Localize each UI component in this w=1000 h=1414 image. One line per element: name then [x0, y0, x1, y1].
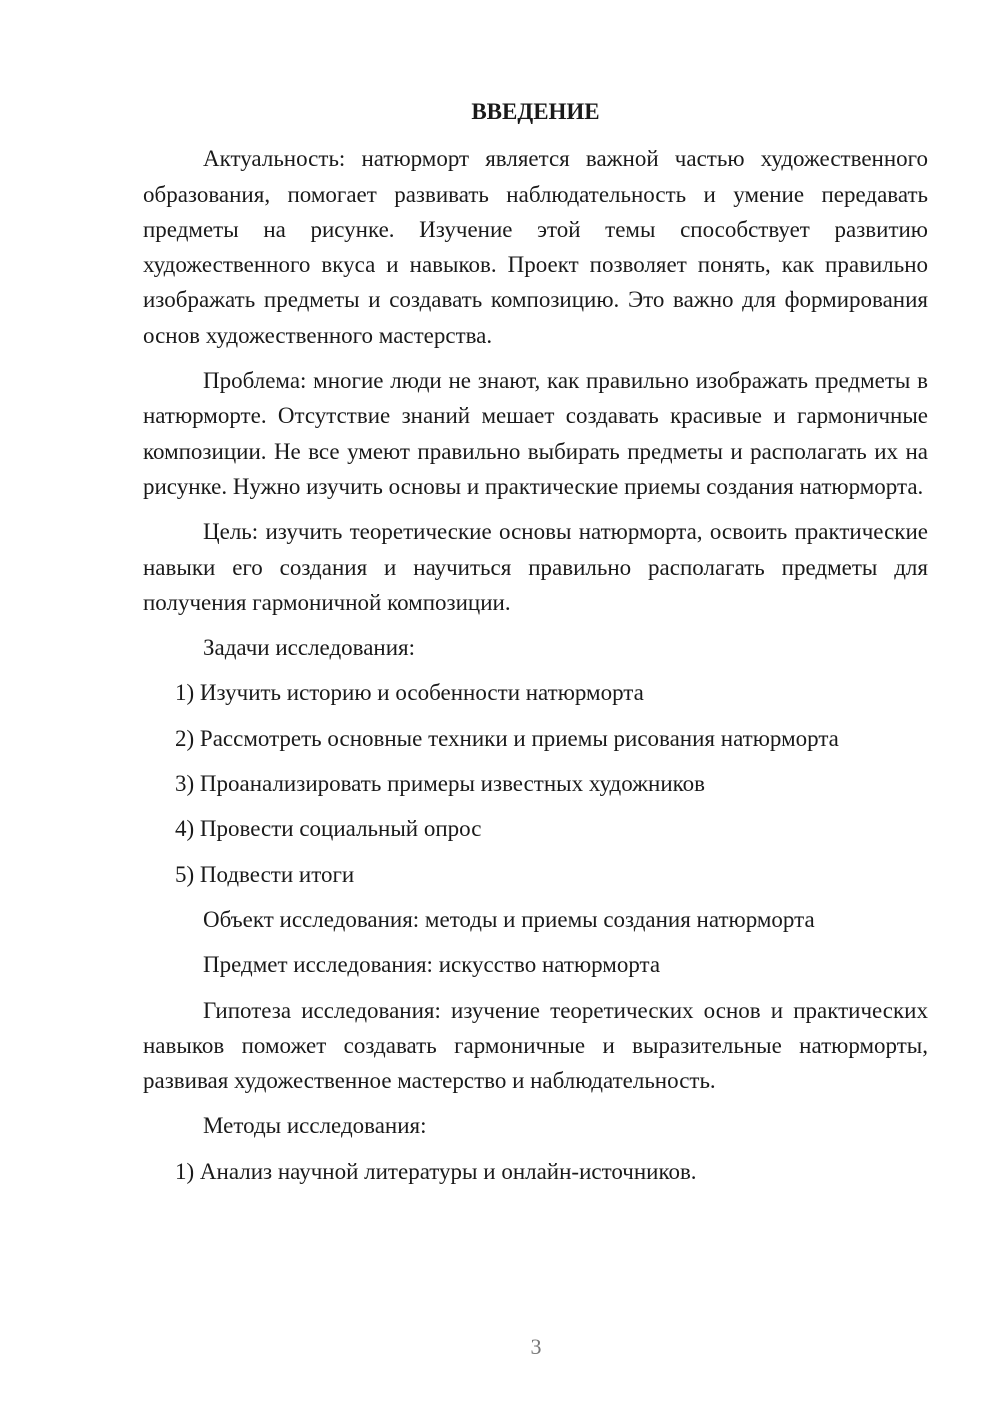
goal-paragraph: Цель: изучить теоретические основы натюрморта, освоить практические навыки его создания и научиться правильно располагать предметы для получения гармоничной композиции. [143, 519, 928, 615]
method-item: 1) Анализ научной литературы и онлайн-источников. [175, 1158, 697, 1184]
research-subject: Предмет исследования: искусство натюрморта [203, 952, 661, 978]
hypothesis-paragraph: Гипотеза исследования: изучение теоретических основ и практических навыков поможет создавать гармоничные и выразительные натюрморты, развивая художественное мастерство и наблюдательность. [143, 997, 928, 1094]
methods-list [143, 1154, 928, 1189]
research-object: Объект исследования: методы и приемы создания натюрморта [203, 906, 815, 932]
tasks-heading: Задачи исследования: [203, 635, 416, 661]
tasks-list [143, 675, 928, 891]
task-item: 1) Изучить историю и особенности натюрморта [175, 680, 644, 706]
page-number: 3 [530, 1334, 542, 1359]
document-body [143, 94, 928, 1199]
methods-heading: Методы исследования: [203, 1113, 427, 1139]
problem-paragraph: Проблема: многие люди не знают, как правильно изображать предметы в натюрморте. Отсутствие знаний мешает создавать красивые и гармоничные композиции. Не все умеют правильно выбирать предметы и располагать их на рисунке. Нужно изучить основы и практические приемы создания натюрморта. [143, 368, 928, 499]
task-item: 4) Провести социальный опрос [175, 816, 482, 842]
task-item: 5) Подвести итоги [175, 861, 355, 887]
task-item: 3) Проанализировать примеры известных художников [175, 771, 706, 797]
relevance-paragraph: Актуальность: натюрморт является важной частью художественного образования, помогает развивать наблюдательность и умение передавать предметы на рисунке. Изучение этой темы способствует развитию художественного вкуса и навыков. Проект позволяет понять, как правильно изображать предметы и создавать композицию. Это важно для формирования основ художественного мастерства. [143, 146, 928, 348]
task-item: 2) Рассмотреть основные техники и приемы рисования натюрморта [175, 725, 839, 751]
page-title: ВВЕДЕНИЕ [471, 99, 600, 124]
